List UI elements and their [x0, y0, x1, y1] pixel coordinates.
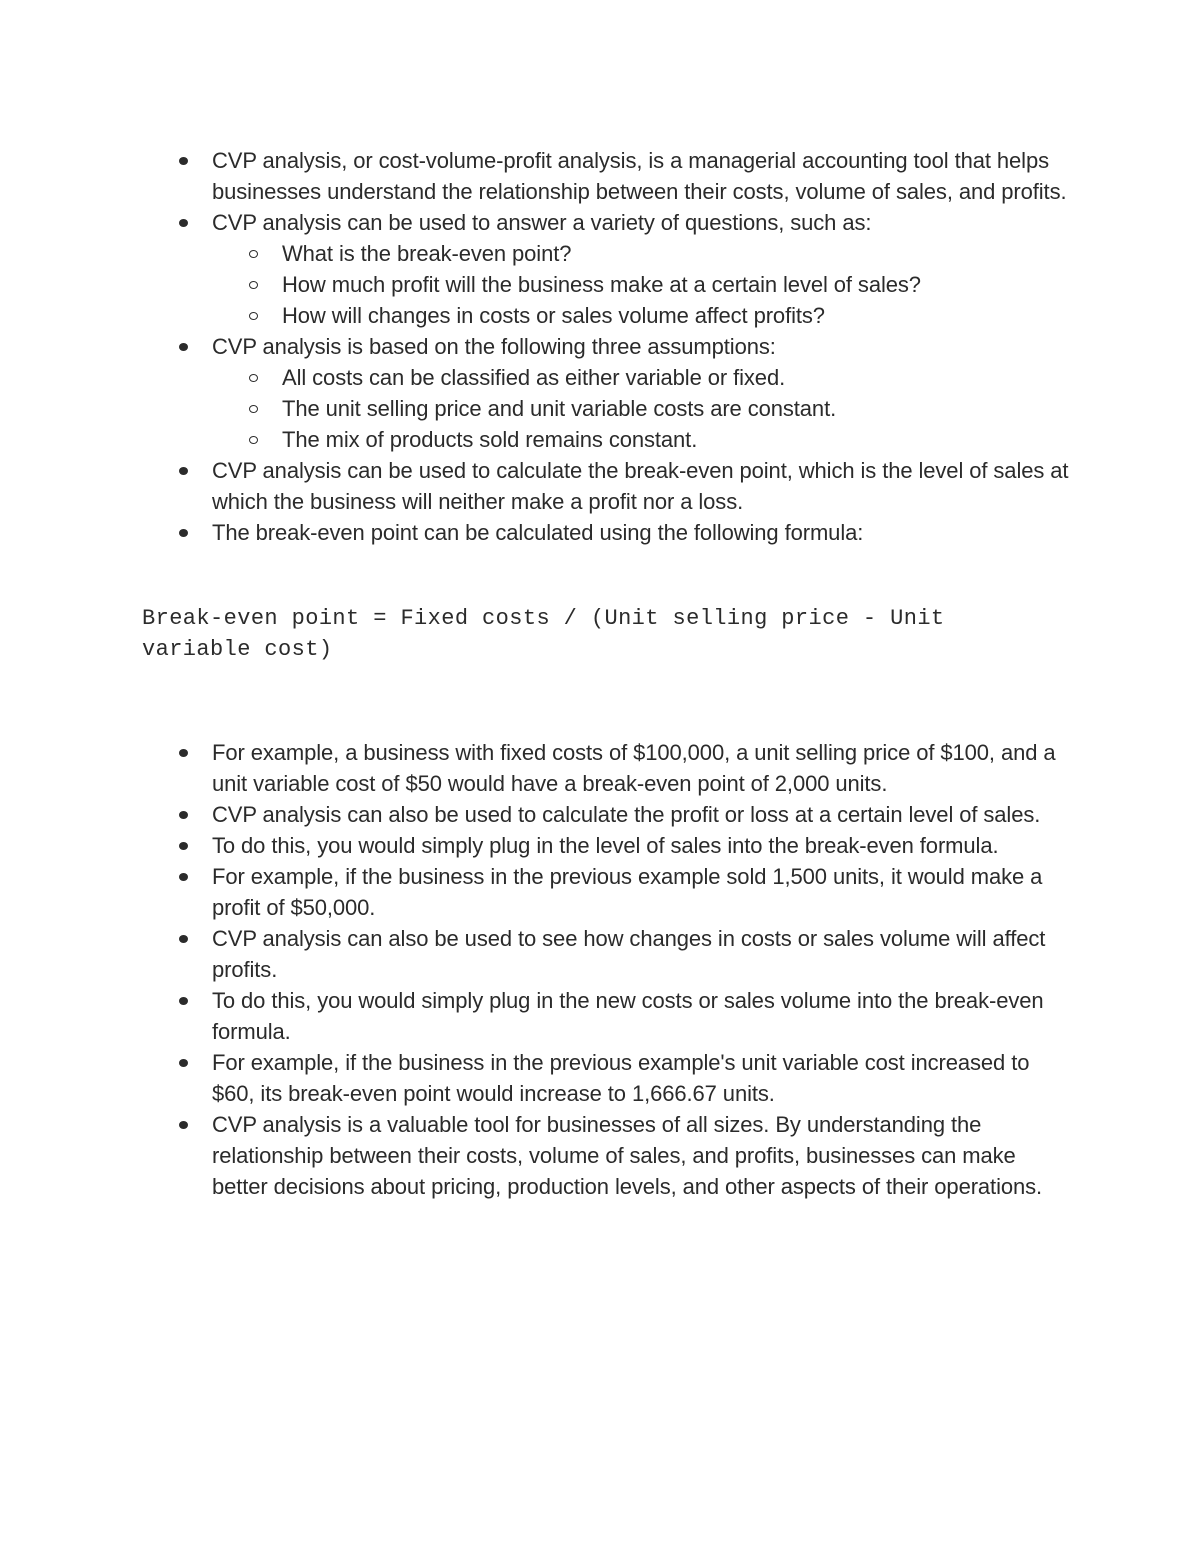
sub-list-assumptions	[212, 362, 1070, 455]
bullet-icon	[179, 749, 188, 757]
hollow-bullet-icon	[249, 405, 258, 413]
list-item-text: CVP analysis, or cost-volume-profit analysis, is a managerial accounting tool that helps businesses understand the relationship between their costs, volume of sales, and profits.	[212, 148, 1067, 204]
list-item	[0, 923, 1200, 985]
bullet-icon	[179, 343, 188, 351]
list-item	[0, 830, 1200, 861]
list-item	[0, 145, 1200, 207]
sub-list-item	[0, 393, 1070, 424]
formula-line: Break-even point = Fixed costs / (Unit selling price - Unit	[142, 606, 945, 631]
list-item-text: For example, a business with fixed costs of $100,000, a unit selling price of $100, and a unit variable cost of $50 would have a break-even point of 2,000 units.	[212, 740, 1056, 796]
bullet-icon	[179, 1121, 188, 1129]
bullet-icon	[179, 219, 188, 227]
list-item	[0, 737, 1200, 799]
bullet-icon	[179, 1059, 188, 1067]
list-item-text: To do this, you would simply plug in the level of sales into the break-even formula.	[212, 833, 999, 858]
bullet-icon	[179, 467, 188, 475]
sub-list-item	[0, 300, 1070, 331]
formula-line: variable cost)	[142, 637, 333, 662]
list-item	[0, 1109, 1200, 1202]
hollow-bullet-icon	[249, 374, 258, 382]
list-item-text: CVP analysis can also be used to calculate the profit or loss at a certain level of sales.	[212, 802, 1041, 827]
sub-list-item	[0, 362, 1070, 393]
sub-list-item	[0, 424, 1070, 455]
bullet-icon	[179, 529, 188, 537]
bullet-icon	[179, 873, 188, 881]
sub-list-item-text: How much profit will the business make at a certain level of sales?	[282, 272, 921, 297]
sub-list-item-text: What is the break-even point?	[282, 241, 572, 266]
sub-list-questions	[212, 238, 1070, 331]
list-item-text: To do this, you would simply plug in the new costs or sales volume into the break-even formula.	[212, 988, 1044, 1044]
sub-list-item-text: The unit selling price and unit variable costs are constant.	[282, 396, 837, 421]
bullet-icon	[179, 997, 188, 1005]
hollow-bullet-icon	[249, 436, 258, 444]
bullet-icon	[179, 811, 188, 819]
hollow-bullet-icon	[249, 281, 258, 289]
list-item-text: For example, if the business in the previous example's unit variable cost increased to $60, its break-even point would increase to 1,666.67 units.	[212, 1050, 1030, 1106]
list-item-text: CVP analysis can be used to calculate the break-even point, which is the level of sales at which the business will neither make a profit nor a loss.	[212, 458, 1069, 514]
sub-list-item	[0, 269, 1070, 300]
list-item	[0, 517, 1200, 548]
list-item-text: CVP analysis is based on the following three assumptions:	[212, 334, 776, 359]
bullet-icon	[179, 842, 188, 850]
sub-list-item-text: The mix of products sold remains constant.	[282, 427, 698, 452]
break-even-formula	[142, 603, 1042, 665]
bullet-icon	[179, 157, 188, 165]
list-item	[0, 331, 1200, 455]
sub-list-item-text: How will changes in costs or sales volume affect profits?	[282, 303, 825, 328]
list-item-text: For example, if the business in the previous example sold 1,500 units, it would make a profit of $50,000.	[212, 864, 1043, 920]
list-item-text: CVP analysis is a valuable tool for businesses of all sizes. By understanding the relationship between their costs, volume of sales, and profits, businesses can make better decisions about pricing, production levels, and other aspects of their operations.	[212, 1112, 1043, 1199]
list-item-text: CVP analysis can be used to answer a variety of questions, such as:	[212, 210, 872, 235]
sub-list-item-text: All costs can be classified as either variable or fixed.	[282, 365, 786, 390]
list-item-text: The break-even point can be calculated using the following formula:	[212, 520, 864, 545]
bullet-list-intro	[0, 145, 1200, 548]
list-item	[0, 985, 1200, 1047]
list-item	[0, 799, 1200, 830]
list-item	[0, 861, 1200, 923]
list-item	[0, 1047, 1200, 1109]
sub-list-item	[0, 238, 1070, 269]
bullet-icon	[179, 935, 188, 943]
list-item	[0, 455, 1200, 517]
bullet-list-examples	[0, 737, 1200, 1202]
hollow-bullet-icon	[249, 312, 258, 320]
hollow-bullet-icon	[249, 250, 258, 258]
list-item-text: CVP analysis can also be used to see how changes in costs or sales volume will affect profits.	[212, 926, 1046, 982]
list-item	[0, 207, 1200, 331]
